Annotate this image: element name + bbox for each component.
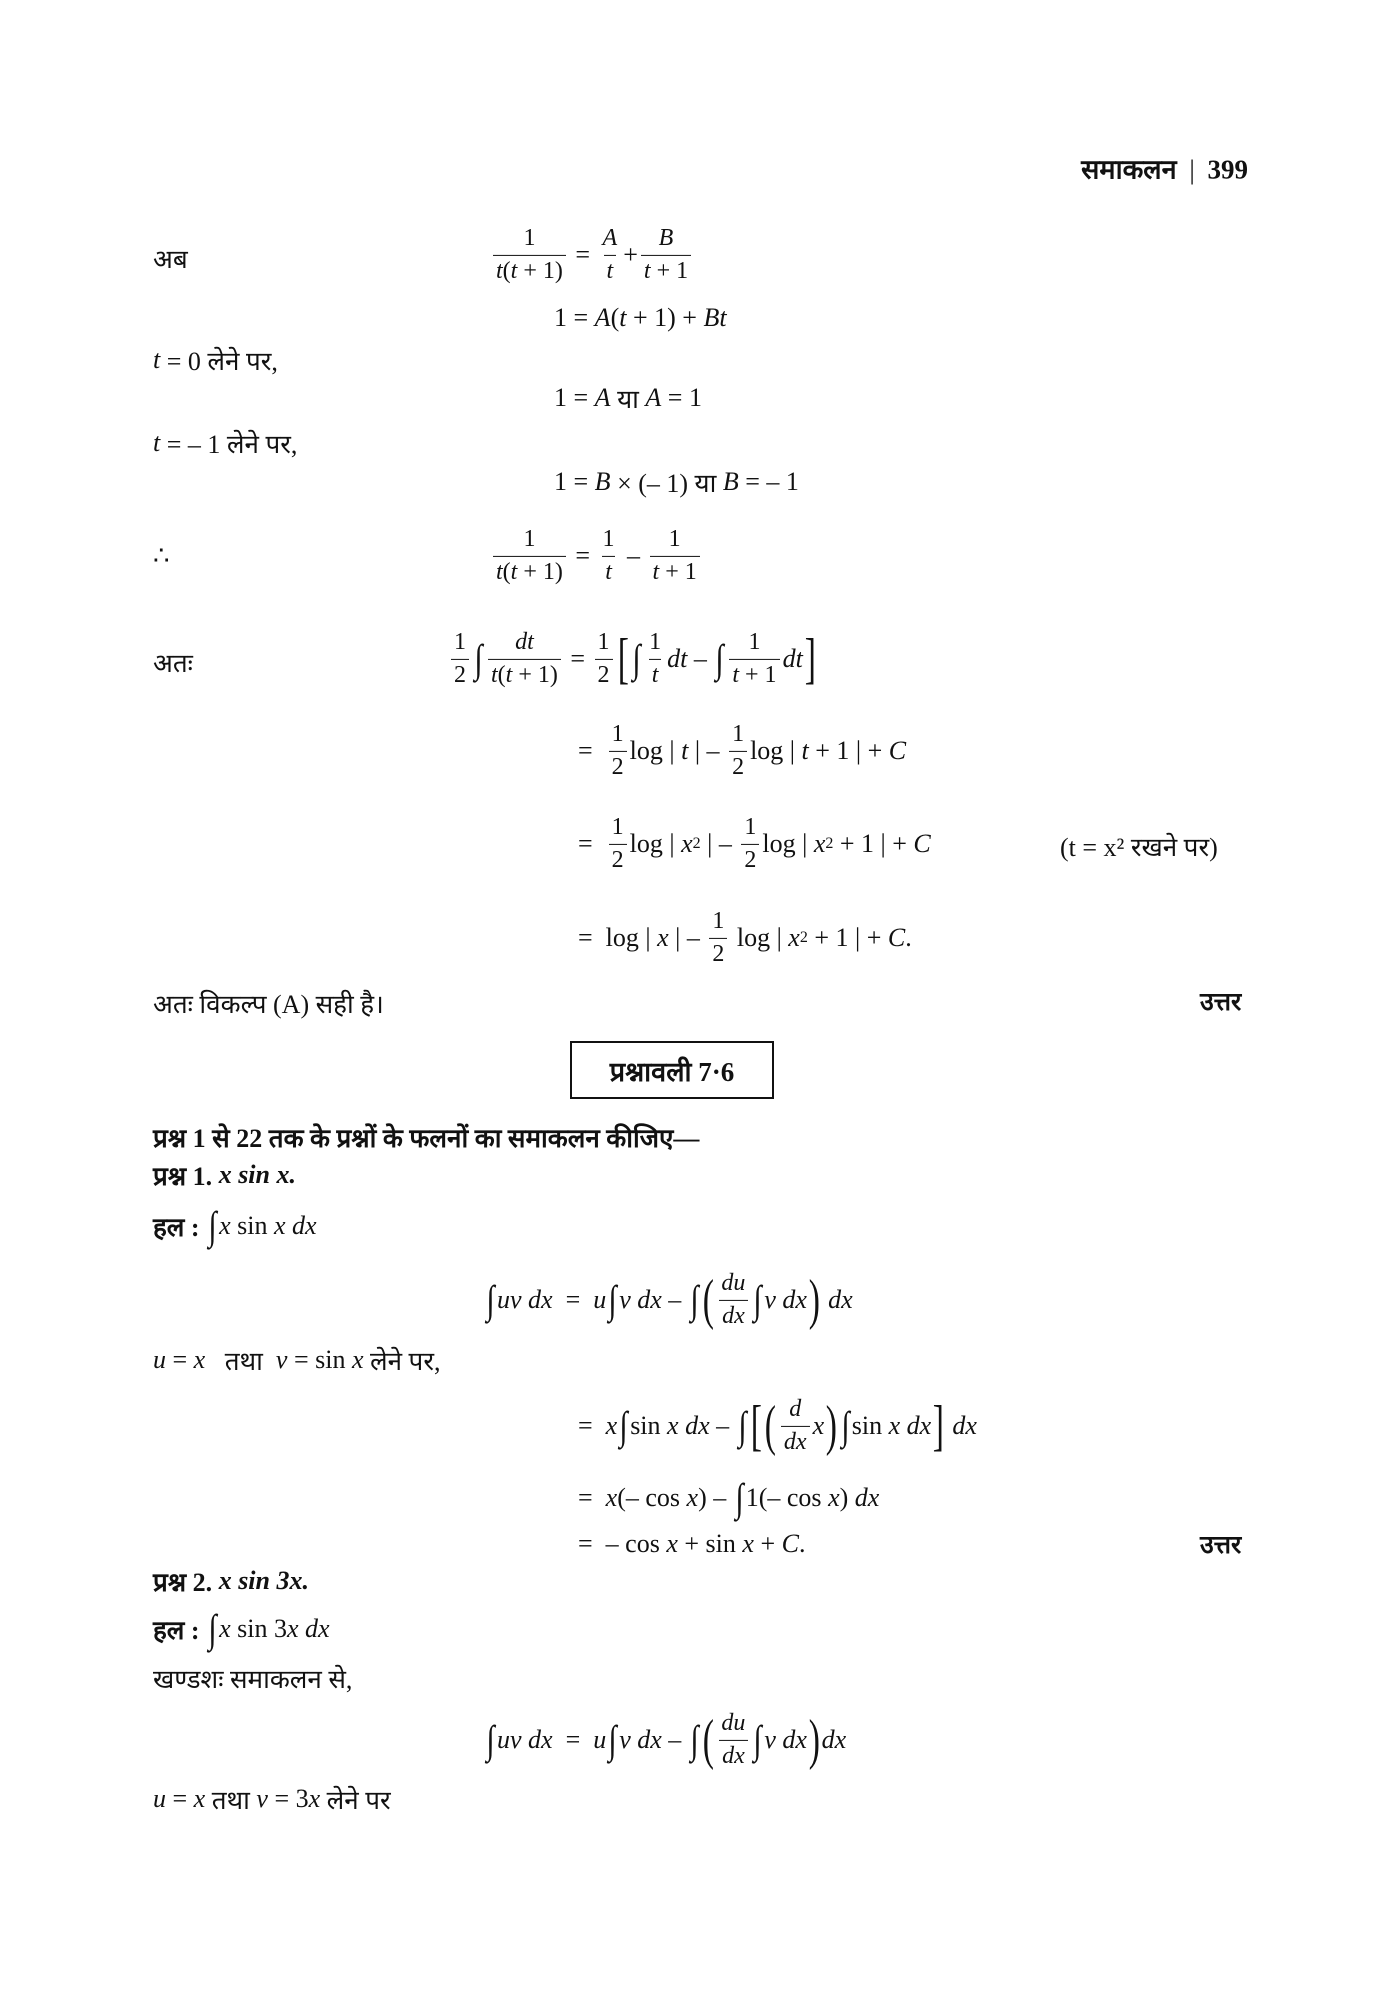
- math-bracket: ): [825, 1395, 838, 1457]
- math-variable: x: [812, 1411, 825, 1440]
- math-text: + 1: [659, 558, 697, 585]
- fraction: [718, 1270, 748, 1330]
- equation-log-t: [578, 721, 906, 781]
- math-text: 1: [732, 720, 745, 747]
- fraction-numerator: [786, 1396, 804, 1426]
- math-variable: v dx: [764, 1725, 807, 1754]
- fraction-numerator: [512, 629, 537, 659]
- fraction: [493, 526, 566, 586]
- fraction: [609, 721, 627, 781]
- fraction: [729, 629, 779, 689]
- integral-sign: ∫: [690, 1277, 699, 1322]
- math-text: = 1: [661, 383, 702, 412]
- integration-by-parts-formula: [484, 1710, 846, 1770]
- math-text: × (– 1) या: [610, 469, 723, 498]
- fraction-numerator: [609, 814, 627, 844]
- integral-sign: ∫: [753, 1717, 763, 1762]
- fraction-denominator: [609, 844, 627, 875]
- fraction-denominator: [729, 659, 779, 690]
- question-1-label: प्रश्न 1.: [153, 1162, 219, 1191]
- math-bracket: ): [808, 1269, 820, 1331]
- math-text: + 1: [650, 257, 689, 284]
- math-text: 2: [597, 661, 610, 688]
- math-variable: v dx: [764, 1285, 807, 1314]
- math-variable: t: [510, 257, 518, 284]
- fraction: [600, 526, 618, 586]
- math-text: –: [661, 1725, 688, 1754]
- integral-sign: ∫: [208, 1606, 217, 1651]
- math-variable: x: [193, 1345, 206, 1374]
- math-text: =: [563, 644, 592, 673]
- math-text: +: [623, 240, 638, 269]
- equation-q1-result: [578, 1529, 805, 1559]
- math-variable: v: [256, 1784, 268, 1813]
- fraction: [595, 629, 613, 689]
- equation-q1-step2: [578, 1475, 880, 1520]
- fraction: [729, 721, 747, 781]
- math-variable: t: [490, 661, 498, 688]
- math-text: =: [578, 1411, 606, 1440]
- fraction: [641, 225, 691, 285]
- equation-final: [578, 908, 912, 968]
- math-variable: t: [681, 736, 689, 765]
- math-variable: A: [602, 224, 618, 251]
- math-variable: C: [888, 736, 907, 765]
- math-text: 1: [602, 525, 615, 552]
- math-variable: x dx: [273, 1211, 317, 1240]
- math-text: –: [687, 644, 714, 673]
- page-header: [1081, 150, 1248, 187]
- math-text: + 1 | +: [833, 829, 914, 858]
- math-variable: C: [781, 1529, 799, 1558]
- math-text: log |: [730, 923, 789, 952]
- math-text: 1: [523, 525, 536, 552]
- math-superscript: 2: [799, 929, 808, 946]
- math-text: 2: [744, 846, 757, 873]
- math-text: | –: [700, 829, 739, 858]
- math-variable: v dx: [619, 1725, 662, 1754]
- math-text: sin 3: [230, 1614, 287, 1643]
- math-text: तथा: [205, 1786, 257, 1815]
- math-text: + 1): [517, 257, 563, 284]
- exercise-title-box: [570, 1041, 774, 1099]
- integral-sign: ∫: [753, 1277, 763, 1322]
- fraction-numerator: [609, 721, 627, 751]
- math-variable: uv dx: [496, 1285, 553, 1314]
- math-variable: u: [153, 1345, 166, 1374]
- answer-mark: उत्तर: [1200, 989, 1242, 1016]
- answer-mark: उत्तर: [1200, 1532, 1242, 1559]
- math-text: log |: [629, 736, 682, 765]
- equation-q1-step1: [578, 1396, 977, 1456]
- math-text: लेने पर: [320, 1786, 391, 1815]
- math-bracket: (: [702, 1269, 714, 1331]
- math-variable: t: [651, 661, 659, 688]
- math-text: (: [502, 257, 511, 284]
- math-variable: x: [681, 829, 693, 858]
- math-variable: dx: [854, 1483, 880, 1512]
- math-variable: t: [652, 558, 660, 585]
- substitution-note: (t = x² रखने पर): [1060, 833, 1218, 862]
- math-text: +: [753, 1529, 782, 1558]
- math-text: = 3: [267, 1784, 309, 1813]
- fraction-denominator: [488, 659, 561, 690]
- label-t-minus-one: [153, 425, 297, 461]
- math-variable: x: [308, 1784, 321, 1813]
- label-atah: अतः: [153, 649, 193, 678]
- math-text: = 0 लेने पर,: [160, 347, 278, 376]
- math-bracket: [: [617, 628, 629, 690]
- math-text: =: [568, 541, 597, 570]
- fraction-numerator: [600, 526, 618, 556]
- math-text: 1 =: [554, 303, 595, 332]
- header-separator: |: [1189, 154, 1195, 185]
- math-text: = – 1: [738, 467, 799, 496]
- fraction-denominator: [493, 556, 566, 587]
- math-variable: dx: [821, 1285, 853, 1314]
- fraction-denominator: [602, 556, 615, 587]
- math-variable: dx: [722, 1742, 745, 1769]
- math-variable: t: [496, 257, 503, 284]
- fraction-numerator: [600, 225, 621, 255]
- integral-sign: ∫: [608, 1277, 617, 1322]
- math-text: =: [552, 1285, 594, 1314]
- equation-identity: [554, 303, 727, 333]
- math-text: 2: [611, 846, 624, 873]
- math-variable: x: [605, 1411, 618, 1440]
- math-text: sin: [630, 1411, 668, 1440]
- fraction-numerator: [646, 629, 664, 659]
- math-variable: x: [219, 1614, 231, 1643]
- math-text: 1 =: [554, 383, 595, 412]
- solution-label: हल :: [153, 1213, 207, 1242]
- equation-integral-split: [448, 629, 817, 689]
- fraction-numerator: [729, 721, 747, 751]
- math-variable: C: [887, 923, 906, 952]
- math-text: लेने पर,: [363, 1347, 441, 1376]
- fraction-denominator: [709, 938, 727, 969]
- math-text: 1: [597, 628, 610, 655]
- fraction-denominator: [719, 1740, 748, 1771]
- fraction-numerator: [595, 629, 613, 659]
- math-variable: t: [496, 558, 503, 585]
- math-text: sin: [851, 1411, 889, 1440]
- fraction: [646, 629, 664, 689]
- math-text: (– cos: [617, 1483, 687, 1512]
- math-text: + 1): [517, 558, 563, 585]
- math-variable: x: [351, 1345, 364, 1374]
- exercise-instruction: प्रश्न 1 से 22 तक के प्रश्नों के फलनों का समाकलन कीजिए—: [153, 1124, 700, 1153]
- integral-sign: ∫: [208, 1203, 217, 1248]
- equation-decomposed: [490, 526, 703, 586]
- question-1-expression: x sin x.: [218, 1160, 296, 1189]
- integral-sign: ∫: [474, 636, 483, 681]
- fraction: [718, 1710, 748, 1770]
- math-text: =: [578, 829, 606, 858]
- math-variable: x dx: [286, 1614, 330, 1643]
- integral-sign: ∫: [737, 1403, 747, 1448]
- math-text: 2: [454, 661, 466, 688]
- math-text: .: [905, 923, 912, 952]
- fraction: [709, 908, 727, 968]
- math-text: =: [578, 1483, 606, 1512]
- fraction-numerator: [451, 629, 469, 659]
- math-text: 2: [712, 940, 725, 967]
- math-text: 1: [744, 813, 757, 840]
- math-variable: Bt: [703, 303, 727, 332]
- math-variable: A: [594, 383, 611, 412]
- math-text: 1: [712, 907, 725, 934]
- math-superscript: 2: [825, 835, 834, 852]
- equation-A: [554, 380, 702, 416]
- equation-log-x2: [578, 814, 931, 874]
- math-bracket: [: [750, 1395, 762, 1457]
- solution-1: [153, 1203, 317, 1248]
- fraction-denominator: [595, 659, 613, 690]
- math-text: =: [166, 1784, 194, 1813]
- fraction-denominator: [741, 844, 759, 875]
- math-text: (: [497, 661, 506, 688]
- math-text: 1: [611, 720, 624, 747]
- math-variable: v dx: [619, 1285, 662, 1314]
- question-2-label: प्रश्न 2.: [153, 1568, 219, 1597]
- fraction-numerator: [709, 908, 727, 938]
- math-variable: dx: [722, 1302, 745, 1329]
- math-variable: x dx: [888, 1411, 932, 1440]
- math-text: या: [610, 385, 646, 414]
- fraction-denominator: [493, 255, 566, 286]
- math-text: = sin: [287, 1345, 352, 1374]
- integral-sign: ∫: [608, 1717, 617, 1762]
- fraction-denominator: [650, 556, 700, 587]
- math-text: तथा: [205, 1347, 276, 1376]
- math-bracket: ]: [932, 1395, 945, 1457]
- fraction-numerator: [656, 225, 677, 255]
- math-text: = – cos: [578, 1529, 667, 1558]
- equation-partial-fractions: [490, 225, 694, 285]
- math-variable: t: [510, 558, 518, 585]
- solution-2: [153, 1606, 330, 1651]
- math-text: 1 =: [554, 467, 595, 496]
- fraction-denominator: [641, 255, 691, 286]
- therefore-symbol: ∴: [153, 541, 170, 570]
- fraction: [451, 629, 469, 689]
- math-variable: dt: [782, 644, 803, 673]
- math-text: =: [568, 240, 597, 269]
- math-variable: x: [605, 1483, 618, 1512]
- math-variable: x: [193, 1784, 206, 1813]
- math-bracket: (: [764, 1395, 777, 1457]
- fraction: [650, 526, 700, 586]
- math-variable: t: [801, 736, 809, 765]
- math-variable: x: [666, 1529, 678, 1558]
- fraction-numerator: [741, 814, 759, 844]
- math-text: –: [709, 1411, 736, 1440]
- math-text: | –: [688, 736, 727, 765]
- math-variable: A: [645, 383, 662, 412]
- fraction-numerator: [745, 629, 763, 659]
- math-variable: x: [788, 923, 800, 952]
- math-text: 1: [523, 224, 536, 251]
- fraction: [488, 629, 561, 689]
- math-variable: u: [593, 1285, 607, 1314]
- math-bracket: ]: [804, 628, 816, 690]
- math-text: .: [798, 1529, 806, 1558]
- math-variable: t: [619, 303, 627, 332]
- math-text: –: [620, 541, 647, 570]
- math-variable: dt: [667, 644, 688, 673]
- fraction-numerator: [718, 1270, 748, 1300]
- math-text: + 1) +: [626, 303, 704, 332]
- fraction: [609, 814, 627, 874]
- math-variable: B: [722, 467, 739, 496]
- math-variable: A: [594, 303, 611, 332]
- math-text: + 1: [739, 661, 777, 688]
- math-text: + sin: [677, 1529, 743, 1558]
- integral-sign: ∫: [690, 1717, 699, 1762]
- integration-by-parts-formula: [484, 1270, 853, 1330]
- solution-1-integral: [206, 1203, 317, 1248]
- integral-sign: ∫: [486, 1277, 495, 1322]
- math-variable: uv dx: [496, 1725, 553, 1754]
- math-variable: u: [593, 1725, 607, 1754]
- math-text: 1: [649, 628, 662, 655]
- fraction-denominator: [729, 751, 747, 782]
- fraction: [741, 814, 759, 874]
- integral-sign: ∫: [486, 1717, 495, 1762]
- math-variable: t: [643, 257, 651, 284]
- integral-sign: ∫: [841, 1403, 850, 1448]
- math-variable: du: [721, 1269, 746, 1296]
- math-bracket: (: [702, 1709, 714, 1771]
- fraction-numerator: [520, 526, 538, 556]
- fraction: [781, 1396, 810, 1456]
- fraction: [493, 225, 566, 285]
- fraction-denominator: [719, 1300, 748, 1331]
- math-bracket: ): [808, 1709, 820, 1771]
- math-text: –: [661, 1285, 688, 1314]
- integral-sign: ∫: [735, 1475, 744, 1520]
- math-variable: d: [789, 1395, 802, 1422]
- math-text: =: [578, 736, 606, 765]
- math-variable: x: [813, 829, 826, 858]
- math-variable: t: [605, 558, 612, 585]
- fraction-denominator: [609, 751, 627, 782]
- exercise-title: प्रश्नावली 7·6: [609, 1056, 735, 1087]
- chapter-title: समाकलन: [1081, 154, 1177, 185]
- math-variable: x: [742, 1529, 754, 1558]
- math-text: (: [610, 303, 620, 332]
- math-variable: dx: [783, 1428, 807, 1455]
- math-text: =: [552, 1725, 594, 1754]
- fraction-denominator: [649, 659, 662, 690]
- math-text: = log |: [578, 923, 658, 952]
- math-superscript: 2: [692, 835, 701, 852]
- substitution-1: [153, 1342, 440, 1378]
- math-text: 1: [748, 628, 761, 655]
- math-variable: t: [732, 661, 740, 688]
- math-variable: x dx: [667, 1411, 710, 1440]
- page-number: 399: [1207, 154, 1248, 185]
- math-text: + 1): [512, 661, 558, 688]
- fraction-numerator: [666, 526, 684, 556]
- label-ab: अब: [153, 245, 188, 274]
- math-text: | –: [668, 923, 707, 952]
- math-variable: x: [219, 1211, 231, 1240]
- math-text: =: [166, 1345, 194, 1374]
- math-variable: u: [153, 1784, 166, 1813]
- integral-sign: ∫: [632, 636, 641, 681]
- fraction-numerator: [718, 1710, 748, 1740]
- math-variable: du: [721, 1709, 746, 1736]
- fraction: [600, 225, 621, 285]
- math-text: 1: [668, 525, 681, 552]
- math-variable: x: [686, 1483, 699, 1512]
- math-variable: x: [657, 923, 669, 952]
- math-variable: dx: [945, 1411, 977, 1440]
- math-text: log |: [629, 829, 682, 858]
- math-variable: t: [606, 257, 614, 284]
- math-text: 1(– cos: [745, 1483, 829, 1512]
- math-variable: x: [828, 1483, 840, 1512]
- math-variable: B: [594, 467, 611, 496]
- integral-sign: ∫: [715, 636, 724, 681]
- math-variable: C: [913, 829, 931, 858]
- solution-label: हल :: [153, 1616, 207, 1645]
- question-2-expression: x sin 3x.: [218, 1566, 309, 1595]
- math-text: 2: [611, 753, 624, 780]
- math-text: = – 1 लेने पर,: [160, 430, 298, 459]
- fraction-denominator: [604, 255, 617, 286]
- math-variable: t: [153, 428, 161, 457]
- math-variable: B: [658, 224, 674, 251]
- math-variable: dt: [515, 628, 534, 655]
- conclusion-text: अतः विकल्प (A) सही है।: [153, 990, 384, 1019]
- math-text: ) –: [698, 1483, 733, 1512]
- solution-2-integral: [206, 1606, 330, 1651]
- math-text: 2: [732, 753, 745, 780]
- question-2: [153, 1563, 309, 1599]
- fraction-denominator: [781, 1426, 810, 1457]
- question-1: [153, 1157, 296, 1193]
- fraction-denominator: [451, 659, 469, 690]
- math-text: + 1 | +: [807, 923, 888, 952]
- math-text: sin: [230, 1211, 274, 1240]
- label-t-zero: [153, 342, 278, 378]
- integral-sign: ∫: [619, 1403, 628, 1448]
- math-variable: v: [275, 1345, 288, 1374]
- math-text: + 1 | +: [808, 736, 889, 765]
- math-text: log |: [762, 829, 814, 858]
- math-variable: t: [505, 661, 513, 688]
- fraction-numerator: [520, 225, 538, 255]
- math-text: (: [502, 558, 511, 585]
- math-text: ): [839, 1483, 855, 1512]
- math-text: 1: [454, 628, 466, 655]
- by-parts-label: खण्डशः समाकलन से,: [153, 1665, 353, 1694]
- substitution-2: [153, 1781, 391, 1817]
- math-variable: t: [153, 345, 161, 374]
- math-text: 1: [611, 813, 624, 840]
- math-variable: dx: [821, 1725, 847, 1754]
- equation-B: [554, 464, 799, 500]
- math-text: log |: [750, 736, 802, 765]
